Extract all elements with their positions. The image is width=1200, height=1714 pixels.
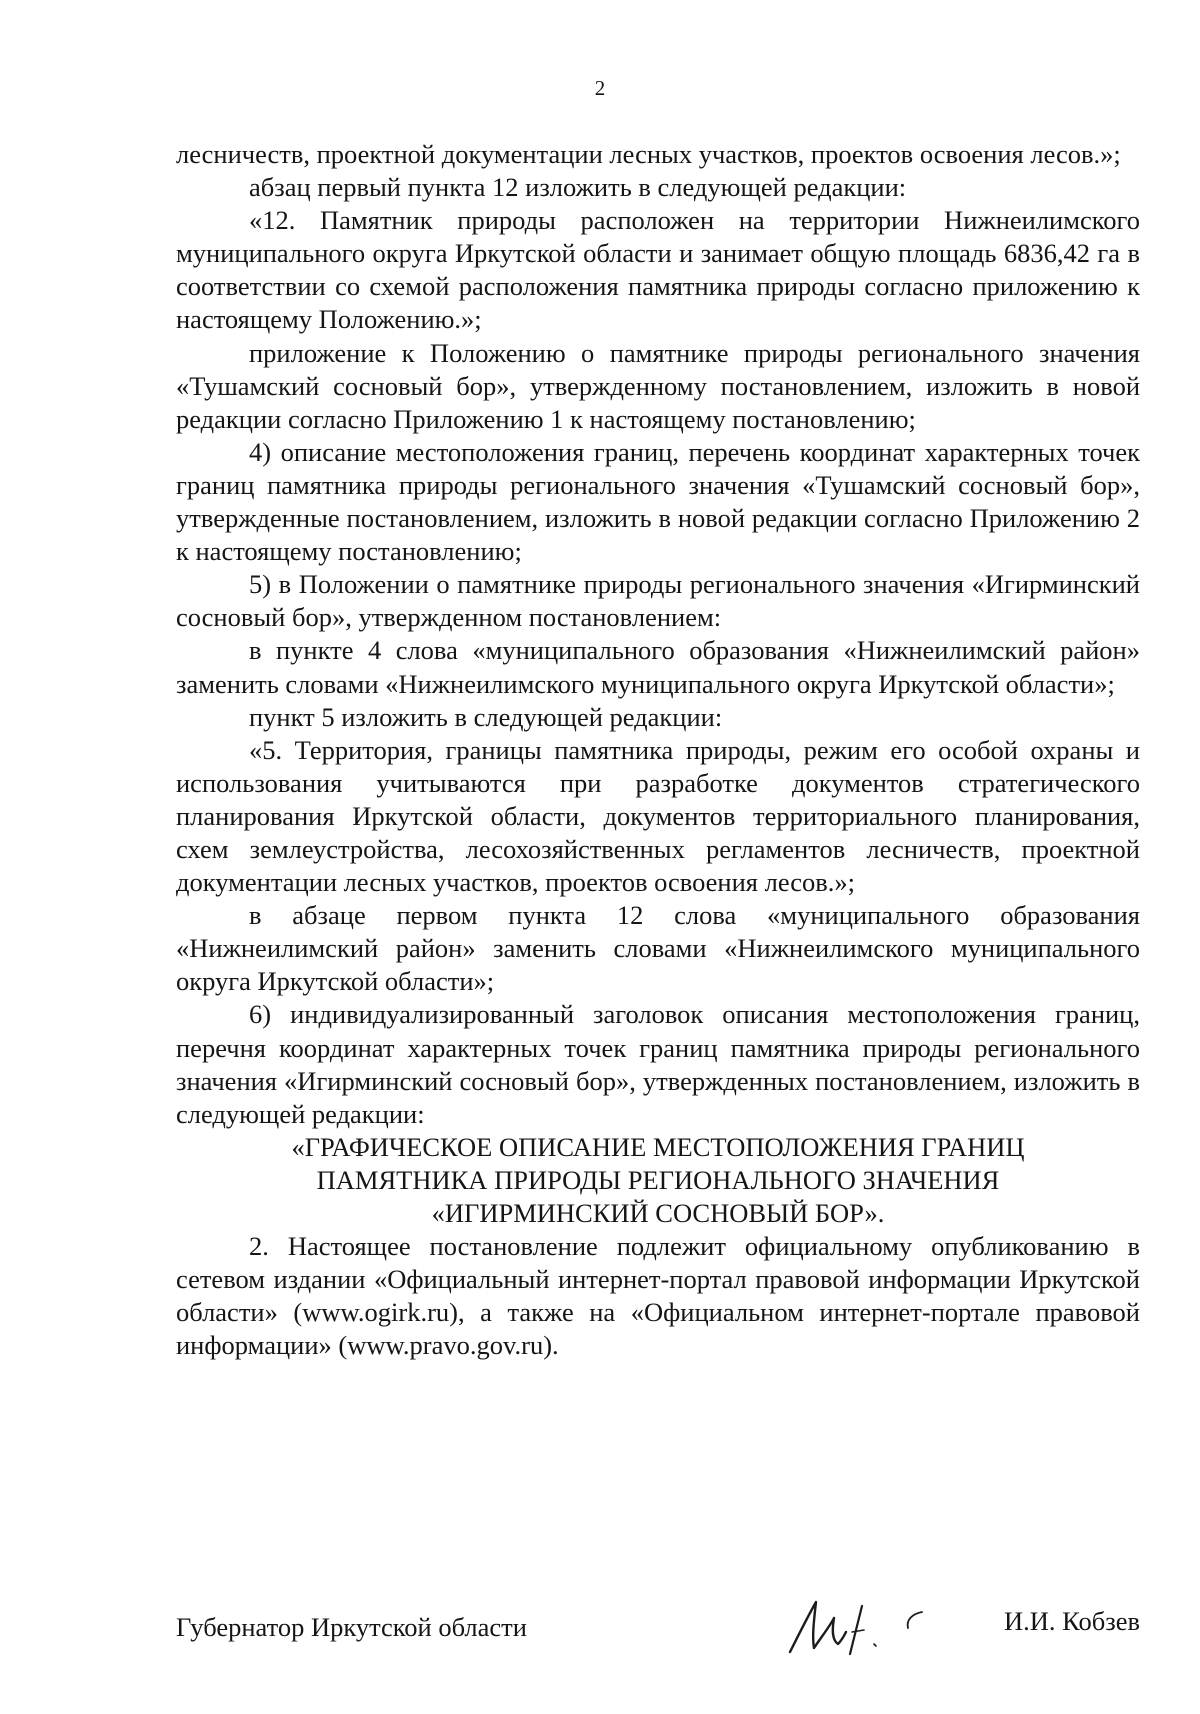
paragraph-9: «5. Территория, границы памятника природы, режим его особой охраны и использования учитываются при разработке документов стратегического планирования Иркутской области, документов территориального планирования, схем землеустройства, лесохозяйственных регламентов лесничеств, проектной документации лесных участков, проектов освоения лесов.»; (176, 734, 1140, 898)
paragraph-4: приложение к Положению о памятнике природы регионального значения «Тушамский сосновый бор», утвержденному постановлением, изложить в новой редакции согласно Приложению 1 к настоящему постановлению; (176, 337, 1140, 434)
paragraph-1: лесничеств, проектной документации лесных участков, проектов освоения лесов.»; (176, 139, 1121, 169)
heading-line-3: «ИГИРМИНСКИЙ СОСНОВЫЙ БОР». (431, 1198, 885, 1228)
paragraph-8: пункт 5 изложить в следующей редакции: (249, 701, 723, 732)
paragraph-6: 5) в Положении о памятнике природы регионального значения «Игирминский сосновый бор», утвержденном постановлением: (176, 569, 1140, 633)
paragraph-3: «12. Памятник природы расположен на территории Нижнеилимского муниципального округа Иркутской области и занимает общую площадь 6836,42 га в соответствии со схемой расположения памятника природы согласно приложению к настоящему Положению.»; (176, 205, 1140, 335)
heading-line-2: ПАМЯТНИКА ПРИРОДЫ РЕГИОНАЛЬНОГО ЗНАЧЕНИЯ (316, 1164, 1000, 1195)
handwritten-signature-icon (772, 1596, 932, 1660)
paragraph-2: абзац первый пункта 12 изложить в следующей редакции: (249, 172, 907, 203)
signatory-name: И.И. Кобзев (1004, 1606, 1140, 1636)
final-paragraph: 2. Настоящее постановление подлежит официальному опубликованию в сетевом издании «Официальный интернет-портал правовой информации Иркутской области» (www.ogirk.ru), а также на «Официальном интернет-портале правовой информации» (www.pravo.gov.ru). (176, 1231, 1140, 1361)
heading-line-1: «ГРАФИЧЕСКОЕ ОПИСАНИЕ МЕСТОПОЛОЖЕНИЯ ГРАНИЦ (291, 1131, 1025, 1162)
paragraph-11: 6) индивидуализированный заголовок описания местоположения границ, перечня координат характерных точек границ памятника природы регионального значения «Игирминский сосновый бор», утвержденных постановлением, изложить в следующей редакции: (176, 999, 1140, 1129)
document-body (176, 138, 1140, 1362)
page-number: 2 (594, 76, 606, 100)
paragraph-10: в абзаце первом пункта 12 слова «муниципального образования «Нижнеилимский район» заменить словами «Нижнеилимского муниципального округа Иркутской области»; (176, 900, 1140, 997)
paragraph-5: 4) описание местоположения границ, перечень координат характерных точек границ памятника природы регионального значения «Тушамский сосновый бор», утвержденные постановлением, изложить в новой редакции согласно Приложению 2 к настоящему постановлению; (176, 436, 1140, 567)
paragraph-7: в пункте 4 слова «муниципального образования «Нижнеилимский район» заменить словами «Нижнеилимского муниципального округа Иркутской области»; (176, 635, 1140, 699)
section-heading (176, 1131, 1140, 1230)
signature-block (176, 1596, 1140, 1656)
signatory-title: Губернатор Иркутской области (176, 1612, 527, 1642)
